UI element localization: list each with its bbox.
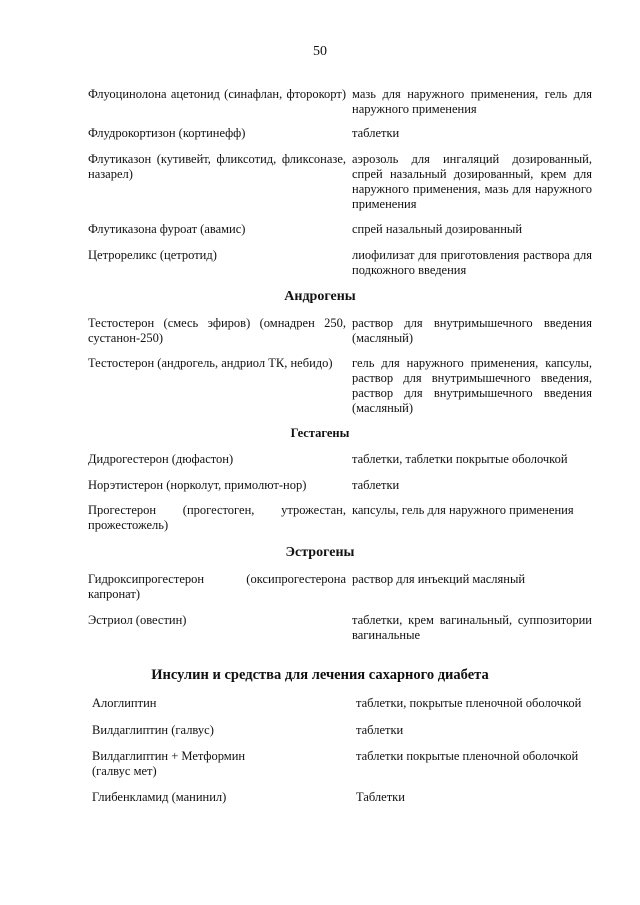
drug-form: капсулы, гель для наружного применения <box>352 503 574 517</box>
page-number: 50 <box>313 44 327 59</box>
drug-name: Вилдаглиптин (галвус) <box>92 723 214 737</box>
drug-name: Вилдаглиптин + Метформин (галвус мет) <box>92 749 246 778</box>
table-row <box>88 452 594 467</box>
drug-form: таблетки, покрытые пленочной оболочкой <box>356 696 582 710</box>
table-row <box>88 316 594 346</box>
drug-name: Тестостерон (андрогель, андриол ТК, небидо) <box>88 356 333 370</box>
table-row <box>88 87 594 117</box>
table-row <box>88 478 594 493</box>
table-row <box>92 749 594 779</box>
drug-name: Гидроксипрогестерон (оксипрогестерона капронат) <box>88 572 346 601</box>
drug-form: раствор для внутримышечного введения (масляный) <box>352 316 592 345</box>
drug-form: гель для наружного применения, капсулы, раствор для внутримышечного введения, раствор для внутримышечного введения (масляный) <box>352 356 592 415</box>
drug-form: лиофилизат для приготовления раствора для подкожного введения <box>352 248 592 277</box>
drug-name: Прогестерон (прогестоген, утрожестан, прожестожель) <box>88 503 346 532</box>
drug-form: таблетки <box>352 478 400 492</box>
drug-name: Алоглиптин <box>92 696 157 710</box>
table-row <box>92 723 594 738</box>
section-heading-insulin: Инсулин и средства для лечения сахарного диабета <box>151 667 489 683</box>
table-row <box>88 152 594 212</box>
section-heading-estrogens: Эстрогены <box>285 545 355 560</box>
section-heading-gestagens: Гестагены <box>290 426 350 440</box>
table-row <box>92 696 594 711</box>
drug-name: Флутиказона фуроат (авамис) <box>88 222 246 236</box>
drug-name: Тестостерон (смесь эфиров) (омнадрен 250, сустанон-250) <box>88 316 346 345</box>
drug-name: Эстриол (овестин) <box>88 613 187 627</box>
table-row <box>88 613 594 643</box>
drug-form: таблетки, таблетки покрытые оболочкой <box>352 452 568 466</box>
drug-form: Таблетки <box>356 790 405 804</box>
section-heading-androgens: Андрогены <box>284 289 356 304</box>
drug-form: мазь для наружного применения, гель для наружного применения <box>352 87 592 116</box>
drug-name: Флуоцинолона ацетонид (синафлан, фторокорт) <box>88 87 346 101</box>
drug-form: спрей назальный дозированный <box>352 222 523 236</box>
drug-name: Флутиказон (кутивейт, фликсотид, фликсоназе, назарел) <box>88 152 346 181</box>
drug-name: Дидрогестерон (дюфастон) <box>88 452 234 466</box>
drug-form: таблетки <box>356 723 404 737</box>
drug-form: аэрозоль для ингаляций дозированный, спрей назальный дозированный, крем для наружного применения, мазь для наружного применения <box>352 152 592 211</box>
table-row <box>88 503 594 533</box>
drug-name: Норэтистерон (норколут, примолют-нор) <box>88 478 307 492</box>
table-row <box>88 248 594 278</box>
table-row <box>88 222 594 237</box>
drug-form: таблетки <box>352 126 400 140</box>
drug-name: Цетрореликс (цетротид) <box>88 248 217 262</box>
drug-form: таблетки покрытые пленочной оболочкой <box>356 749 579 763</box>
drug-form: таблетки, крем вагинальный, суппозитории вагинальные <box>352 613 592 642</box>
table-row <box>88 356 594 416</box>
table-row <box>92 790 594 805</box>
drug-name: Флудрокортизон (кортинефф) <box>88 126 246 140</box>
table-row <box>88 126 594 141</box>
table-row <box>88 572 594 602</box>
drug-form: раствор для инъекций масляный <box>352 572 526 586</box>
drug-name: Глибенкламид (манинил) <box>92 790 227 804</box>
